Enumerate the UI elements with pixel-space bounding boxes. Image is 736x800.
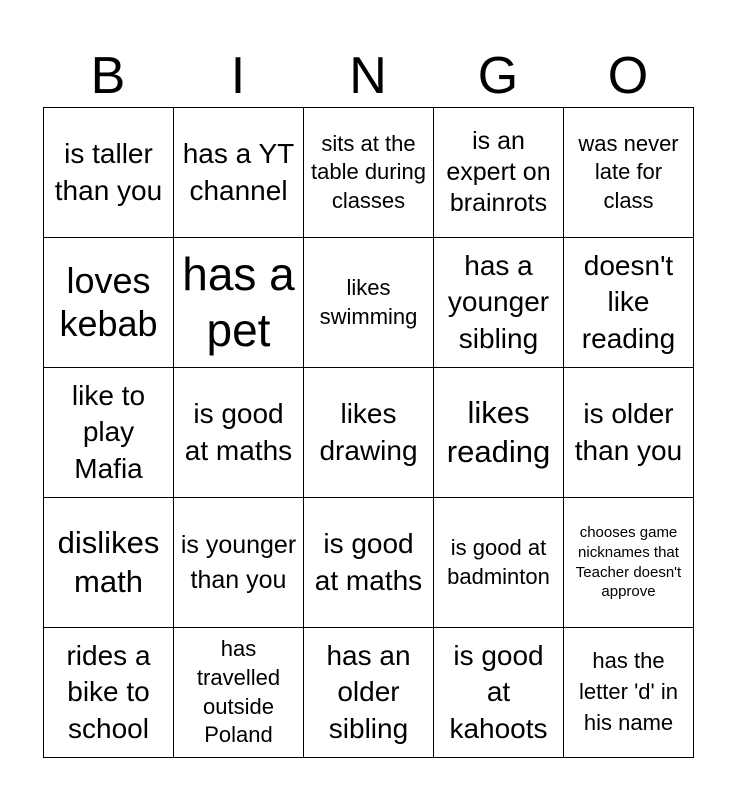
- cell-text: like to play Mafia: [71, 379, 146, 484]
- bingo-cell[interactable]: [44, 498, 174, 628]
- cell-text: dislikes math: [57, 525, 160, 599]
- header-letter-o: O: [607, 47, 649, 105]
- bingo-cell[interactable]: [174, 238, 304, 368]
- header-letter-n: N: [349, 47, 387, 105]
- bingo-cell[interactable]: [174, 108, 304, 238]
- bingo-cell[interactable]: [44, 108, 174, 238]
- cell-text: is taller than you: [54, 138, 163, 206]
- bingo-cell[interactable]: [44, 368, 174, 498]
- cell-text: has travelled outside Poland: [196, 636, 281, 748]
- bingo-board: [43, 107, 694, 758]
- cell-text: is younger than you: [180, 530, 297, 594]
- bingo-cell[interactable]: [174, 628, 304, 758]
- cell-text: sits at the table during classes: [311, 130, 426, 213]
- cell-text: is good at badminton: [447, 534, 550, 589]
- bingo-cell[interactable]: [44, 238, 174, 368]
- bingo-cell[interactable]: [44, 628, 174, 758]
- bingo-cell[interactable]: [174, 368, 304, 498]
- cell-text: is an expert on brainrots: [446, 126, 551, 218]
- cell-text: likes drawing: [319, 398, 418, 466]
- header-letter-b: B: [90, 47, 126, 105]
- cell-text: was never late for class: [578, 130, 679, 213]
- header-letter-g: G: [477, 47, 519, 105]
- cell-text: loves kebab: [59, 260, 158, 344]
- bingo-cell[interactable]: [304, 108, 434, 238]
- cell-text: has a YT channel: [182, 138, 295, 206]
- bingo-cell[interactable]: [304, 628, 434, 758]
- cell-text: has an older sibling: [326, 639, 411, 744]
- cell-text: is good at maths: [184, 398, 293, 466]
- bingo-cell[interactable]: [434, 238, 564, 368]
- cell-text: is good at kahoots: [449, 639, 548, 744]
- cell-text: likes reading: [446, 395, 551, 469]
- cell-text: is good at maths: [314, 528, 423, 596]
- bingo-cell[interactable]: [564, 108, 694, 238]
- bingo-cell[interactable]: [564, 238, 694, 368]
- bingo-cell[interactable]: [564, 628, 694, 758]
- cell-text: likes swimming: [319, 274, 418, 329]
- bingo-cell[interactable]: [174, 498, 304, 628]
- bingo-cell[interactable]: [564, 368, 694, 498]
- cell-text: has a pet: [182, 248, 295, 356]
- bingo-cell[interactable]: [434, 368, 564, 498]
- bingo-cell[interactable]: [304, 238, 434, 368]
- bingo-cell[interactable]: [434, 498, 564, 628]
- cell-text: is older than you: [574, 398, 683, 466]
- cell-text: doesn't like reading: [581, 249, 676, 354]
- bingo-cell[interactable]: [434, 628, 564, 758]
- bingo-header: [43, 44, 693, 108]
- bingo-cell[interactable]: [304, 368, 434, 498]
- bingo-cell[interactable]: [434, 108, 564, 238]
- cell-text: has a younger sibling: [447, 249, 550, 354]
- cell-text: has the letter 'd' in his name: [579, 648, 678, 735]
- bingo-cell[interactable]: [304, 498, 434, 628]
- cell-text: rides a bike to school: [66, 639, 151, 744]
- cell-text: chooses game nicknames that Teacher doesn't approve: [575, 523, 682, 601]
- bingo-cell[interactable]: [564, 498, 694, 628]
- header-letter-i: I: [230, 47, 246, 105]
